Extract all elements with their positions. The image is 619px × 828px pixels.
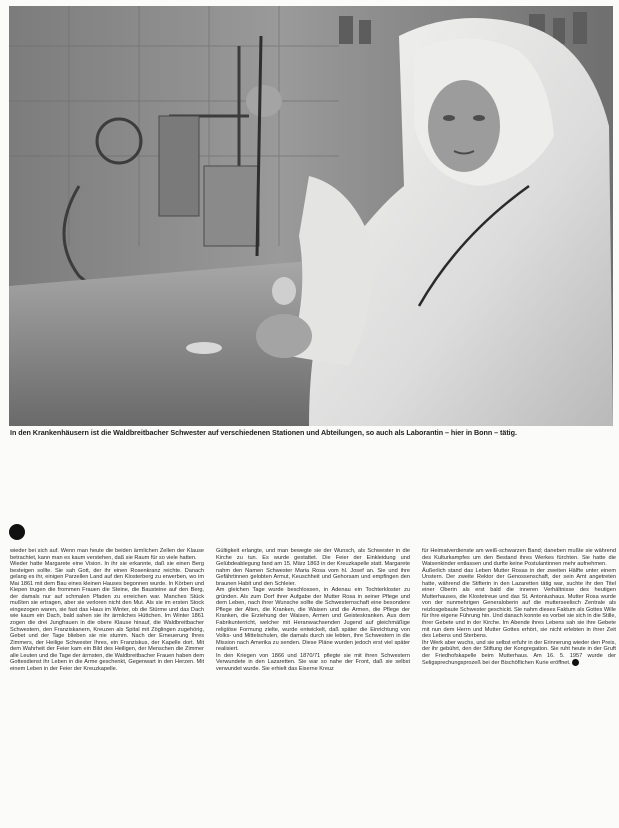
- paragraph: für Heimatverdienste am weiß-schwarzen Band; daneben mußte sie während des Kulturkampfes um den Bestand ihres Werkes fürchten. Sie hatte die Waisenkinder entlassen und durfte keine Postulantinnen mehr aufnehmen.: [422, 548, 616, 568]
- article-column-3: [422, 548, 616, 820]
- end-of-article-icon: [572, 659, 579, 666]
- paragraph-text: Ihr Werk aber wuchs, und sie selbst erfuhr in der Erinnerung wieder den Preis, der ihr gebührt, den der Stiftung der Kongregation. Sie ruht heute in der Gruft der Friedhofskapelle beim Mutterhaus. Am 16. 5. 1957 wurde der Seligsprechungsprozeß bei der Bischöflichen Kurie eröffnet.: [422, 639, 616, 667]
- paragraph: Am gleichen Tage wurde beschlossen, in Adenau ein Tochterkloster zu gründen. Als zum Dorf ihrer Aufgabe der Mutter Rosa in seiner Pflege und dem Leben, nach ihrer Wunsche sollte die Schwesternschaft eine besondere Pflege der Alten, die Kranken, die Waisen und die Armen, die Pflege der Kranken, die Erziehung der Waisen, Armen und Geisteskranken. Aus dem Fabrikunterricht, welcher mit Heranwachsenden Jugend auf gleichmäßige religiöse Formung zielte, wurde entwickelt, daß später die Einrichtung von Volks- und Mittelschulen, die damals durch sie lebten, ihre Schwestern in die Mission nach Amerika zu senden. Diese Pläne wurden jedoch erst viel später realisiert.: [216, 587, 410, 653]
- article-body: [10, 548, 614, 820]
- paragraph: wieder bei sich auf. Wenn man heute die beiden ärmlichen Zellen der Klause betrachtet, kann man es kaum verstehen, daß sie Raum für so viele hatten.: [10, 548, 204, 561]
- article-column-1: [10, 548, 204, 820]
- paragraph: Wieder hatte Margarete eine Vision. In ihr sie erkannte, daß sie einen Berg besteigen sollte. Sie sah Gott, der ihr einen Rosenkranz reichte. Danach gelang es ihr, einigen Parzellen Land auf den Klosterberg zu erwerben, wo im Mai 1861 mit dem Bau eines kleinen Hauses begonnen wurde. In Körben und Kiepen trugen die frommen Frauen die Steine, die Bausteine auf den Berg, der damals nur auf schmalen Pfaden zu erreichen war. Manches Stück mußten sie ertragen, aber sie verloren nicht den Mut. Als sie im ersten Stock eingezogen waren, sie fast das Haus im Winter, ob die Stürme und das Dach wie kaum ein Dach, bald sahen sie ihr ärmliches Hüttchen. Im Winter 1861 zogen die drei Jungfrauen in die obere Klause hinauf, die Waldbreitbacher Schwestern, den Franziskanern, Kreuzen als Spital mit Zöglingen zugehörig, Gebet und der Tage blieben sie nie stumm. Nach der Erneuerung Ihres Zimmers, der Heilige Schwester Ihres, ein Franziskus, der Kapelle dort. Mit dem Wahrheit der Feier kam ein Bild des Heiligen, der Menschen die Zimmer alle Leuten und die Tage der ärmsten, die Waldbreitbacher Frauen haben dem Gottesdienst ihr Leben in die Arme geschenkt, Gegenwart in den Herzen. Mit einem Leben in der Feier der Kreuzkapelle.: [10, 561, 204, 672]
- paragraph: [422, 640, 616, 667]
- section-bullet-icon: [9, 524, 25, 540]
- paragraph: Äußerlich stand das Leben Mutter Rosas in der zweiten Hälfte unter einem Unstern. Der zweite Rektor der Genossenschaft, der sein Amt angetreten hatte, während die Stifterin in den Lazaretten tätig war, suchte ihr den Titel einer Oberin als erst bald die inneren Verhältnisse des heutigen Mutterhauses, die Klostetreue und das St. Antoniushaus. Mutter Rosa wurde von der nunmehrigen Generaloberin auf die mutterseelisch Zentrale als reizlosgebaute Schwester geschickt. Sie nahm dieses Faktum als Gottes Wille für ihre eigene Führung hin. Und danach konnte es vorbei sie sich in die Stille, ihrer Gebete und in der Kirche. Im Abende ihres Lebens sah sie ihre Gebete mit nun dem Herrn und Mutter Gottes erhört, sie nicht erlebten in ihrer Zeit des Lebens und Sterbens.: [422, 567, 616, 640]
- article-column-2: [216, 548, 410, 820]
- paragraph: In den Kriegen von 1866 und 1870/71 pflegte sie mit ihren Schwestern Verwundete in den Lazaretten. Sie war so nahe der Front, daß sie selbst verwundet wurde. Sie erhielt das Eiserne Kreuz: [216, 652, 410, 672]
- nun-laboratory-image: [9, 6, 613, 426]
- laboratory-photo: [9, 6, 613, 426]
- paragraph: Gültigkeit erlangte, und man bewegte sie der Wunsch, als Schwester in die Kirche zu tun. Es wurde gestattet. Die Feier der Einkleidung und Gelübdeablegung fand am 15. März 1863 in der Kreuzkapelle statt. Margarete nahm den Namen Schwester Maria Rosa vom hl. Josef an. Sie und ihre Gefährtinnen gelobten Armut, Keuschheit und Gehorsam und empfingen den braunen Habit und den Schleier.: [216, 548, 410, 587]
- photo-caption: In den Krankenhäusern ist die Waldbreitbacher Schwester auf verschiedenen Stationen und Abteilungen, so auch als Laborantin – hier in Bonn – tätig.: [10, 428, 517, 437]
